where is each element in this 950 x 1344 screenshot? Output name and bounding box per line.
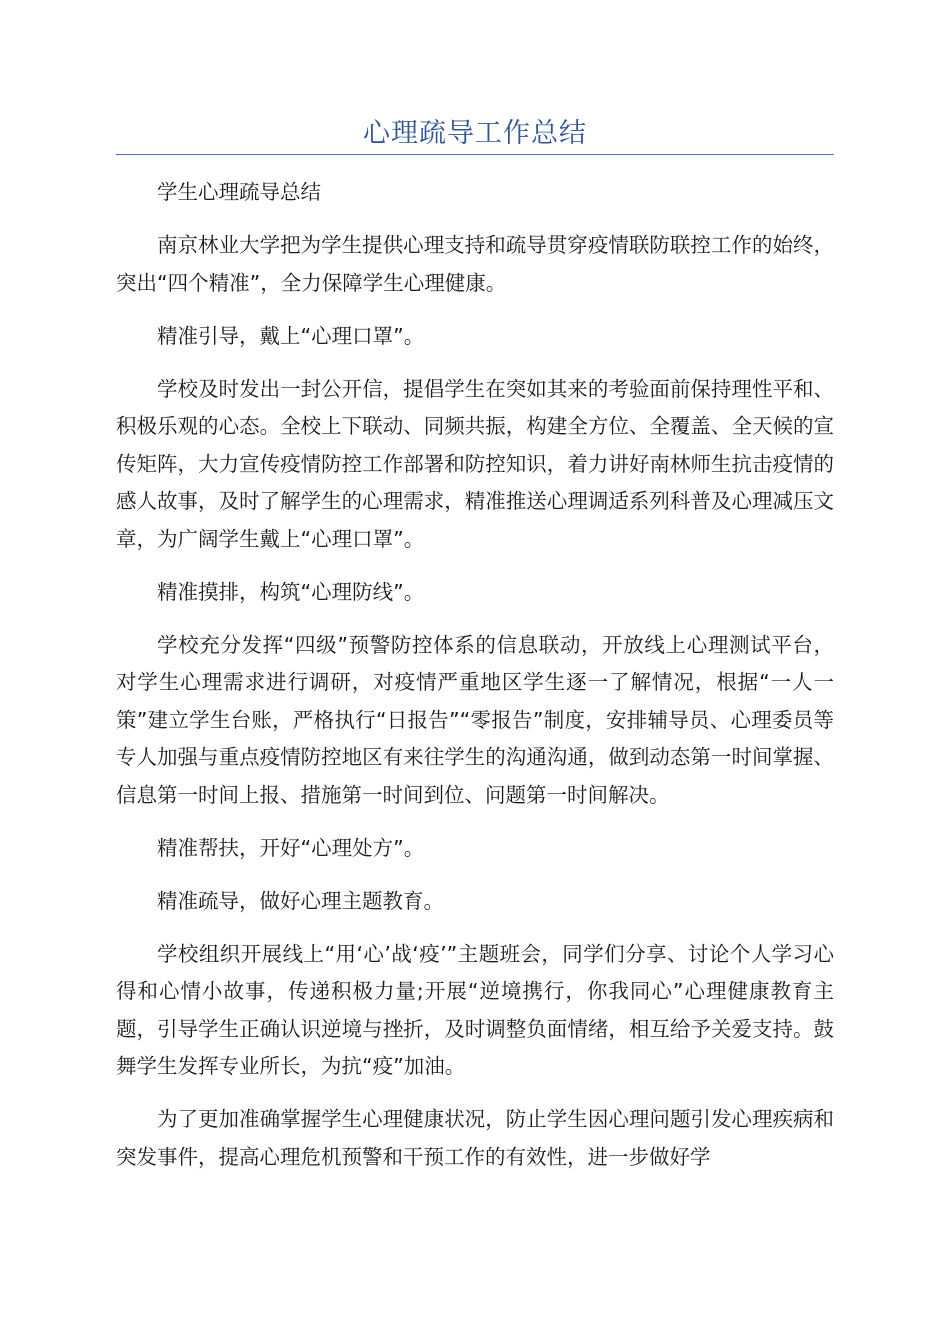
paragraph: 学校及时发出一封公开信，提倡学生在突如其来的考验面前保持理性平和、积极乐观的心态。全校上下联动、同频共振，构建全方位、全覆盖、全天候的宣传矩阵，大力宣传疫情防控工作部署和防控知识，着力讲好南林师生抗击疫情的感人故事，及时了解学生的心理需求，精准推送心理调适系列科普及心理减压文章，为广阔学生戴上“心理口罩”。 xyxy=(116,376,834,551)
title-underline xyxy=(116,154,834,155)
paragraph: 学校组织开展线上“用‘心’战‘疫’”主题班会，同学们分享、讨论个人学习心得和心情小故事，传递积极力量;开展“逆境携行，你我同心”心理健康教育主题，引导学生正确认识逆境与挫折，及时调整负面情绪，相互给予关爱支持。鼓舞学生发挥专业所长，为抗“疫”加油。 xyxy=(116,941,834,1078)
paragraph: 南京林业大学把为学生提供心理支持和疏导贯穿疫情联防联控工作的始终，突出“四个精准”，全力保障学生心理健康。 xyxy=(116,233,834,295)
paragraph-subtitle: 学生心理疏导总结 xyxy=(157,180,321,204)
paragraph-heading: 精准疏导，做好心理主题教育。 xyxy=(157,888,444,913)
paragraph-heading: 精准帮扶，开好“心理处方”。 xyxy=(157,835,425,860)
document-title: 心理疏导工作总结 xyxy=(363,118,587,149)
paragraph: 为了更加准确掌握学生心理健康状况，防止学生因心理问题引发心理疾病和突发事件，提高心理危机预警和干预工作的有效性，进一步做好学 xyxy=(116,1107,834,1169)
document-body xyxy=(116,174,834,1192)
paragraph-heading: 精准引导，戴上“心理口罩”。 xyxy=(157,323,425,348)
paragraph-heading: 精准摸排，构筑“心理防线”。 xyxy=(157,579,425,604)
paragraph: 学校充分发挥“四级”预警防控体系的信息联动，开放线上心理测试平台，对学生心理需求进行调研，对疫情严重地区学生逐一了解情况，根据“一人一策”建立学生台账，严格执行“日报告”“零报告”制度，安排辅导员、心理委员等专人加强与重点疫情防控地区有来往学生的沟通沟通，做到动态第一时间掌握、信息第一时间上报、措施第一时间到位、问题第一时间解决。 xyxy=(116,632,834,807)
